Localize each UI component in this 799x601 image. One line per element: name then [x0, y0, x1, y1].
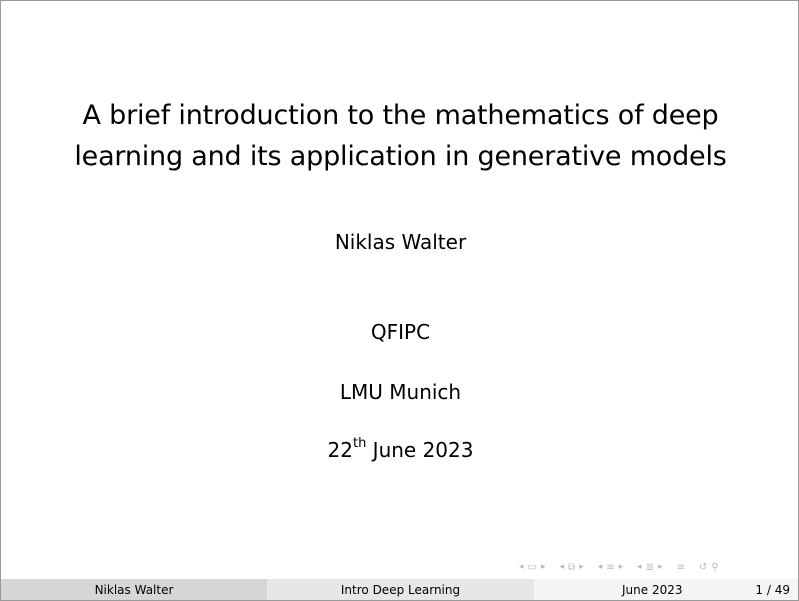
- date-rest: June 2023: [372, 438, 474, 462]
- footer-date: June 2023: [622, 583, 683, 597]
- presentation-icon[interactable]: ≣: [645, 561, 655, 573]
- search-icon[interactable]: ⚲: [711, 561, 719, 573]
- slide-title: [1, 95, 799, 177]
- date-day: 22: [327, 438, 353, 462]
- title-line-1: A brief introduction to the mathematics of deep: [82, 100, 719, 131]
- footer-page-number: 1 / 49: [755, 583, 790, 597]
- nav-right-arrow-icon[interactable]: ▸: [658, 562, 663, 572]
- nav-left-arrow-icon[interactable]: ◂: [637, 562, 642, 572]
- subsection-icon[interactable]: ⧉: [568, 561, 576, 573]
- author-name: Niklas Walter: [334, 230, 467, 254]
- title-line-2: learning and its application in generative models: [74, 141, 727, 172]
- footer-talk-title: Intro Deep Learning: [267, 579, 534, 601]
- date-suffix: th: [352, 436, 367, 452]
- nav-left-arrow-icon[interactable]: ◂: [559, 562, 565, 572]
- nav-right-arrow-icon[interactable]: ▸: [618, 562, 624, 572]
- footer-author: Niklas Walter: [1, 579, 267, 601]
- footer-right: [534, 579, 799, 601]
- nav-left-arrow-icon[interactable]: ◂: [519, 562, 524, 572]
- nav-left-arrow-icon[interactable]: ◂: [597, 562, 603, 572]
- frame-icon[interactable]: ▭: [527, 561, 537, 573]
- presentation-date: [1, 437, 799, 463]
- beamer-navigation: [517, 559, 721, 575]
- nav-right-arrow-icon[interactable]: ▸: [579, 562, 584, 572]
- section-icon[interactable]: ≡: [606, 561, 615, 573]
- back-icon[interactable]: ↺: [699, 561, 708, 573]
- institute-qfipc: QFIPC: [370, 320, 431, 344]
- footer-bar: [1, 579, 799, 601]
- institute-lmu: LMU Munich: [339, 380, 462, 404]
- nav-right-arrow-icon[interactable]: ▸: [540, 562, 546, 572]
- align-icon[interactable]: ≡: [676, 561, 686, 573]
